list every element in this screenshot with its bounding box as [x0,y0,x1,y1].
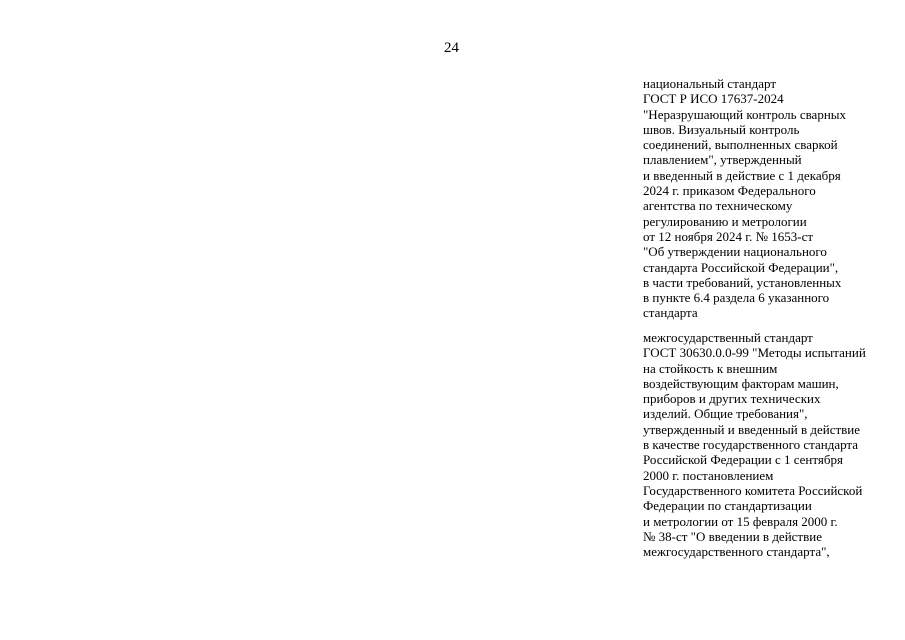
text-line: в пункте 6.4 раздела 6 указанного [643,290,830,306]
text-line: ГОСТ Р ИСО 17637-2024 [643,91,784,107]
text-line: Государственного комитета Российской [643,482,863,498]
text-line: в части требований, установленных [643,274,842,290]
text-line: от 12 ноября 2024 г. № 1653-ст [643,228,814,244]
text-line: приборов и других технических [643,391,821,407]
text-line: стандарта [643,305,698,321]
text-line: 2024 г. приказом Федерального [643,183,816,199]
text-line: утвержденный и введенный в действие [643,421,861,437]
text-line: 2000 г. постановлением [643,467,774,483]
text-line: в качестве государственного стандарта [643,437,859,453]
text-line: регулированию и метрологии [643,213,807,229]
standard-entry-gost-30630 [643,330,898,559]
text-line: агентства по техническому [643,198,793,214]
text-line: на стойкость к внешним [643,360,778,376]
text-line: воздействующим факторам машин, [643,375,839,391]
text-line: и метрологии от 15 февраля 2000 г. [643,513,838,529]
text-line: № 38-ст "О введении в действие [643,528,822,544]
text-line: и введенный в действие с 1 декабря [643,167,841,183]
text-line: плавлением", утвержденный [643,152,802,168]
text-line: межгосударственный стандарт [643,330,813,345]
text-line: соединений, выполненных сваркой [643,137,838,153]
text-line: "Об утверждении национального [643,244,827,260]
standard-entry-gost-r-iso-17637 [643,76,898,321]
text-line: национальный стандарт [643,76,777,91]
text-line: Федерации по стандартизации [643,498,812,514]
text-line: межгосударственного стандарта", [643,544,830,560]
text-line: Российской Федерации с 1 сентября [643,452,843,468]
text-line: стандарта Российской Федерации", [643,259,839,275]
text-line: швов. Визуальный контроль [643,121,800,137]
text-line: изделий. Общие требования", [643,406,808,422]
page-number: 24 [444,40,459,56]
text-line: ГОСТ 30630.0.0-99 "Методы испытаний [643,345,866,361]
text-line: "Неразрушающий контроль сварных [643,106,847,122]
